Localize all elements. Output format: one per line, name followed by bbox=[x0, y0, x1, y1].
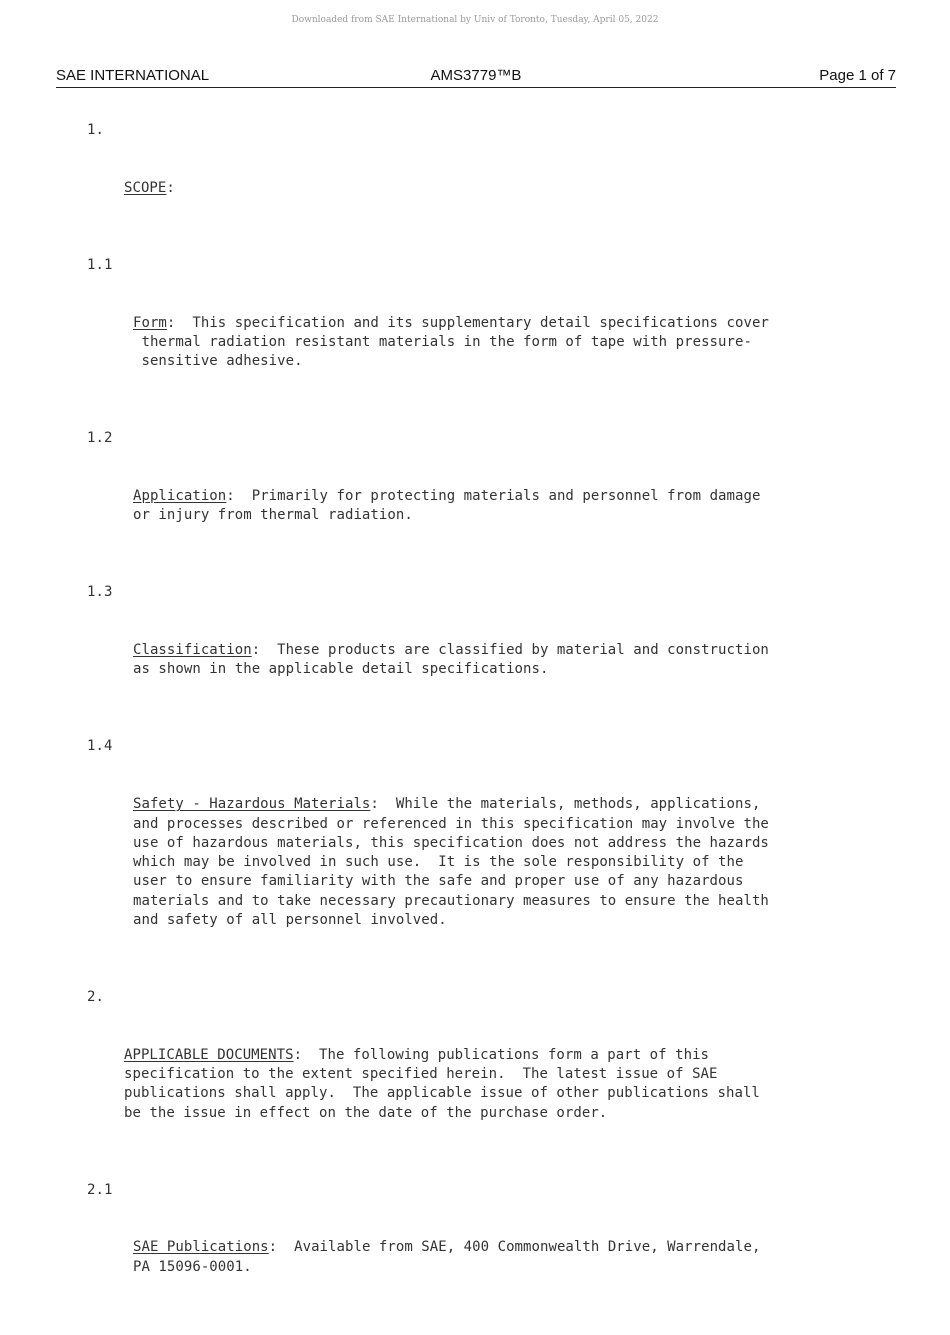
section-2-1-sae-publications bbox=[87, 1181, 887, 1316]
section-text: : This specification and its supplementary detail specifications cover thermal radiation resistant materials in the form of tape with pressure- sensitive adhesive. bbox=[141, 314, 769, 370]
page-header bbox=[56, 67, 896, 88]
section-number: 1. bbox=[87, 122, 104, 138]
section-text: : The following publications form a part of this specification to the extent specified herein. The latest issue of SAE publications shall apply. The applicable issue of other publications shall be the issue in effect on the date of the purchase order. bbox=[124, 1046, 760, 1121]
section-1-3-classification bbox=[87, 583, 887, 718]
section-title: SCOPE bbox=[124, 179, 167, 196]
section-text: : While the materials, methods, applications, and processes described or referenced in this specification may involve the use of hazardous materials, this specification does not address the hazards which may be involved in such use. It is the sole responsibility of the user to ensure familiarity with the safe and proper use of any hazardous materials and to take necessary precautionary measures to ensure the health and safety of all personnel involved. bbox=[133, 796, 769, 928]
section-title: Classification bbox=[133, 642, 252, 659]
section-number: 2.1 bbox=[87, 1181, 113, 1198]
section-1-scope bbox=[87, 121, 887, 237]
section-1-4-safety bbox=[87, 737, 887, 969]
header-page-number: Page 1 of 7 bbox=[819, 67, 896, 84]
section-number: 1.1 bbox=[87, 256, 113, 273]
section-text: : Available from SAE, 400 Commonwealth Drive, Warrendale, PA 15096-0001. bbox=[133, 1239, 761, 1275]
section-text: : Primarily for protecting materials and personnel from damage or injury from thermal radiation. bbox=[133, 488, 761, 524]
section-text: : These products are classified by material and construction as shown in the applicable detail specifications. bbox=[133, 642, 769, 678]
section-text: : bbox=[166, 179, 175, 196]
section-1-2-application bbox=[87, 429, 887, 564]
document-body bbox=[87, 121, 887, 1335]
section-2-applicable-documents bbox=[87, 988, 887, 1162]
section-title: APPLICABLE DOCUMENTS bbox=[124, 1046, 294, 1063]
section-1-1-form bbox=[87, 256, 887, 410]
section-title: Form bbox=[133, 314, 167, 331]
header-document-id: AMS3779™B bbox=[430, 67, 522, 84]
section-title: Safety - Hazardous Materials bbox=[133, 796, 371, 813]
section-number: 1.4 bbox=[87, 738, 113, 755]
download-watermark: Downloaded from SAE International by Univ of Toronto, Tuesday, April 05, 2022 bbox=[291, 15, 659, 25]
section-number: 1.3 bbox=[87, 584, 113, 601]
header-organization: SAE INTERNATIONAL bbox=[56, 67, 210, 84]
section-title: SAE Publications bbox=[133, 1239, 269, 1256]
section-number: 2. bbox=[87, 988, 104, 1005]
section-number: 1.2 bbox=[87, 430, 113, 447]
section-title: Application bbox=[133, 488, 227, 505]
